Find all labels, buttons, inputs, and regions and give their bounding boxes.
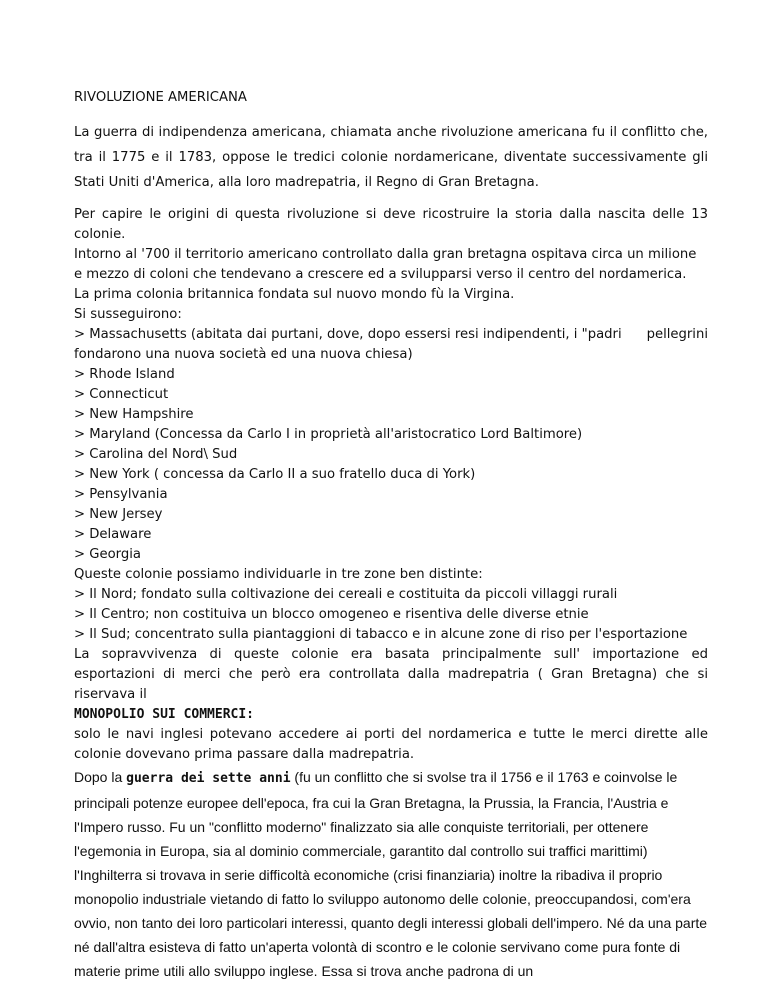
massachusetts-text: > Massachusetts (abitata dai purtani, dove, dopo essersi resi indipendenti, i "padri [74,327,622,342]
colony-item: > Connecticut [74,387,169,402]
colony-item: > Delaware [74,527,152,542]
colony-item: > Carolina del Nord\ Sud [74,447,238,462]
colony-item: > Rhode Island [74,367,175,382]
colony-item: > Georgia [74,547,141,562]
seven-years-post: (fu un conflitto che si svolse tra il 1756 e il 1763 e coinvolse le principali potenze europee dell'epoca, fra cui la Gran Bretagna, la Prussia, la Francia, l'Austria e l'Impero russo. Fu un "conflitto moderno" finalizzato sia alle conquiste territoriali, per ottenere l'egemonia in Europa, sia al dominio commerciale, garantito dal controllo sui traffici marittimi) l'Inghilterra si trovava in serie difficoltà economiche (crisi finanziaria) inoltre la ribadiva il proprio monopolio industriale vietando di fatto lo sviluppo autonomo delle colonie, preoccupandosi, com'era ovvio, non tanto dei loro particolari interessi, quanto degli interessi globali dell'impero. Né da una parte né dall'altra esisteva di fatto un'aperta volontà di scontro e le colonie servivano come pura fonte di materie prime utili allo sviluppo inglese. Essa si trova anche padrona di un [74,769,708,979]
seven-years-pre: Dopo la [74,769,127,785]
zones-intro: Queste colonie possiamo individuarle in tre zone ben distinte: [74,567,483,582]
massachusetts-text-cont: fondarono una nuova società ed una nuova chiesa) [74,347,413,362]
settlers-paragraph: Intorno al '700 il territorio americano controllato dalla gran bretagna ospitava circa un milione e mezzo di coloni che tendevano a crescere ed a svilupparsi verso il centro del nordamerica. [74,247,697,282]
followed-line: Si susseguirono: [74,307,182,322]
colony-item: > Maryland (Concessa da Carlo I in proprietà all'aristocratico Lord Baltimore) [74,427,583,442]
zone-item: > Il Nord; fondato sulla coltivazione dei cereali e costituita da piccoli villaggi rurali [74,587,618,602]
colony-massachusetts [74,325,708,365]
massachusetts-text-end: pellegrini [646,327,708,342]
origins-paragraph: Per capire le origini di questa rivoluzione si deve ricostruire la storia dalla nascita delle 13 colonie. [74,207,708,242]
zone-item: > Il Centro; non costituiva un blocco omogeneo e risentiva delle diverse etnie [74,607,589,622]
document-title: RIVOLUZIONE AMERICANA [74,90,247,105]
trade-paragraph: La sopravvivenza di queste colonie era basata principalmente sull' importazione ed esportazioni di merci che però era controllata dalla madrepatria ( Gran Bretagna) che si riservava il [74,647,708,702]
zone-list [74,585,708,645]
colony-item: > New Jersey [74,507,163,522]
ports-paragraph: solo le navi inglesi potevano accedere ai porti del nordamerica e tutte le merci dirette alle colonie dovevano prima passare dalla madrepatria. [74,727,708,762]
colony-item: > New Hampshire [74,407,194,422]
seven-years-war-term: guerra dei sette anni [126,771,291,786]
colony-item: > Pensylvania [74,487,168,502]
first-colony-line: La prima colonia britannica fondata sul nuovo mondo fù la Virgina. [74,287,515,302]
zone-item: > Il Sud; concentrato sulla piantaggioni di tabacco e in alcune zone di riso per l'esportazione [74,627,688,642]
colony-list [74,365,708,565]
monopoly-heading: MONOPOLIO SUI COMMERCI: [74,707,255,722]
colony-item: > New York ( concessa da Carlo II a suo fratello duca di York) [74,467,476,482]
seven-years-war-paragraph [74,765,708,983]
intro-paragraph: La guerra di indipendenza americana, chiamata anche rivoluzione americana fu il conflitto che, tra il 1775 e il 1783, oppose le tredici colonie nordamericane, diventate successivamente gli Stati Uniti d'America, alla loro madrepatria, il Regno di Gran Bretagna. [74,125,708,190]
